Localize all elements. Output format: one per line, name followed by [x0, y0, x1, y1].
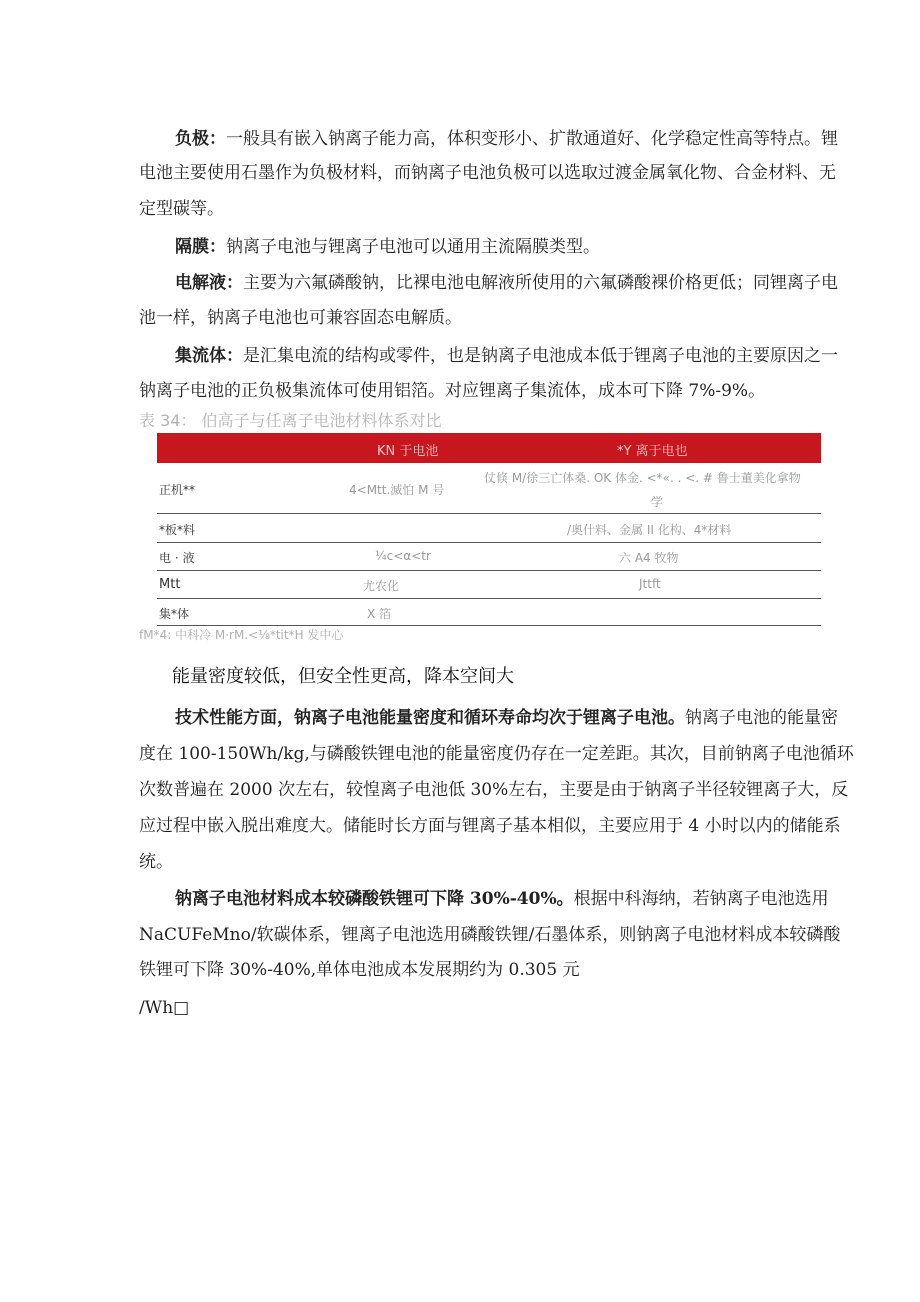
cost-line-4: /Wh□: [139, 998, 190, 1018]
table-row: [157, 571, 821, 599]
collector-line-2: 钠离子电池的正负极集流体可使用铝箔。对应锂离子集流体，成本可下降 7%-9%。: [139, 381, 766, 401]
table-header-lithium: *Y 离于电也: [617, 444, 688, 459]
cost-bold: 钠离子电池材料成本较磷酸铁锂可下降 30%-40%。: [175, 889, 574, 909]
perf-line-4: 应过程中嵌入脱出难度大。储能时长方面与锂离子基本相似，主要应用于 4 小时以内的储能系: [139, 816, 841, 836]
separator-text: 钠离子电池与锂离子电池可以通用主流隔膜类型。: [226, 237, 600, 257]
row-label: Mtt: [159, 577, 181, 592]
row-sodium-value: X 箔: [367, 607, 392, 621]
cost-line-3: 铁锂可下降 30%-40%,单体电池成本发展期约为 0.305 元: [139, 960, 580, 980]
table-source: fM*4: 中科冷 M·rM.<⅛*tit*H 发中心: [139, 628, 344, 642]
collector-line-1: [175, 341, 838, 366]
perf-line-2: 度在 100-150Wh∕kg,与磷酸铁锂电池的能量密度仍存在一定差距。其次，目前钠离子电池循环: [139, 744, 854, 764]
anode-line-2: 电池主要使用石墨作为负极材料，而钠离子电池负极可以选取过渡金属氧化物、合金材料、无: [139, 163, 836, 183]
collector-text-1: 是汇集电流的结构或零件，也是钠离子电池成本低于锂离子电池的主要原因之一: [243, 346, 838, 366]
perf-line-5: 统。: [139, 852, 173, 872]
perf-line-3: 次数普遍在 2000 次左右，较惶离子电池低 30%左右，主要是由于钠离子半径较锂离子大，反: [139, 780, 849, 800]
electrolyte-line-2: 池一样，钠离子电池也可兼容固态电解质。: [139, 308, 462, 328]
perf-line-1: [175, 703, 838, 728]
row-lithium-value: 六 A4 牧物: [619, 551, 679, 565]
separator-label: 隔膜：: [175, 237, 226, 257]
section-heading: 能量密度较低，但安全性更高，降本空间大: [172, 666, 514, 687]
table-row: [157, 463, 821, 514]
table-caption: 表 34： 伯高子与任离子电池材料体系对比: [139, 411, 442, 430]
perf-bold: 技术性能方面，钠离子电池能量密度和循环寿命均次于锂离子电池。: [175, 708, 685, 728]
electrolyte-label: 电解液：: [175, 273, 243, 293]
row-sodium-value: 尤农化: [363, 579, 400, 593]
row-label: 集*体: [159, 607, 190, 621]
table-row: [157, 543, 821, 571]
table-row: [157, 599, 821, 626]
comparison-table: [157, 433, 821, 626]
perf-text-1: 钠离子电池的能量密: [685, 708, 838, 728]
cost-line-1: [175, 884, 829, 909]
row-label: *板*料: [159, 523, 196, 537]
row-lithium-value: 仗倏 M/徐三亡体桑. OK 体金. <*«. . <. # 鲁士董美化拿物: [484, 471, 801, 485]
row-sodium-value: ¼c<α<tr: [375, 549, 431, 563]
row-label: 电 · 液: [159, 551, 195, 565]
row-lithium-value: Jttft: [639, 577, 661, 591]
row-lithium-value-cont: 学: [651, 495, 664, 509]
table-header-row: [157, 433, 821, 463]
anode-label: 负极：: [175, 129, 226, 149]
anode-text-1: 一般具有嵌入钠离子能力高，体积变形小、扩散通道好、化学稳定性高等特点。锂: [226, 129, 838, 149]
row-label: 正机**: [159, 483, 196, 497]
cost-text-1: 根据中科海纳，若钠离子电池选用: [573, 889, 829, 909]
table-row: [157, 514, 821, 543]
anode-line-3: 定型碳等。: [139, 199, 224, 219]
separator-line: [175, 232, 600, 257]
cost-line-2: NaCUFeMno/软碳体系，锂离子电池选用磷酸铁锂/石墨体系，则钠离子电池材料成本较磷酸: [139, 925, 841, 945]
row-lithium-value: /奥什料、金属 II 化构、4*材料: [567, 523, 732, 537]
electrolyte-text-1: 主要为六氟磷酸钠，比裸电池电解液所使用的六氟磷酸裸价格更低；同锂离子电: [243, 273, 838, 293]
electrolyte-line-1: [175, 268, 838, 293]
collector-label: 集流体：: [175, 346, 243, 366]
table-header-sodium: KN 于电池: [377, 444, 439, 459]
row-sodium-value: 4<Mtt.滅怕 M 号: [349, 483, 445, 497]
anode-line-1: [175, 124, 838, 149]
